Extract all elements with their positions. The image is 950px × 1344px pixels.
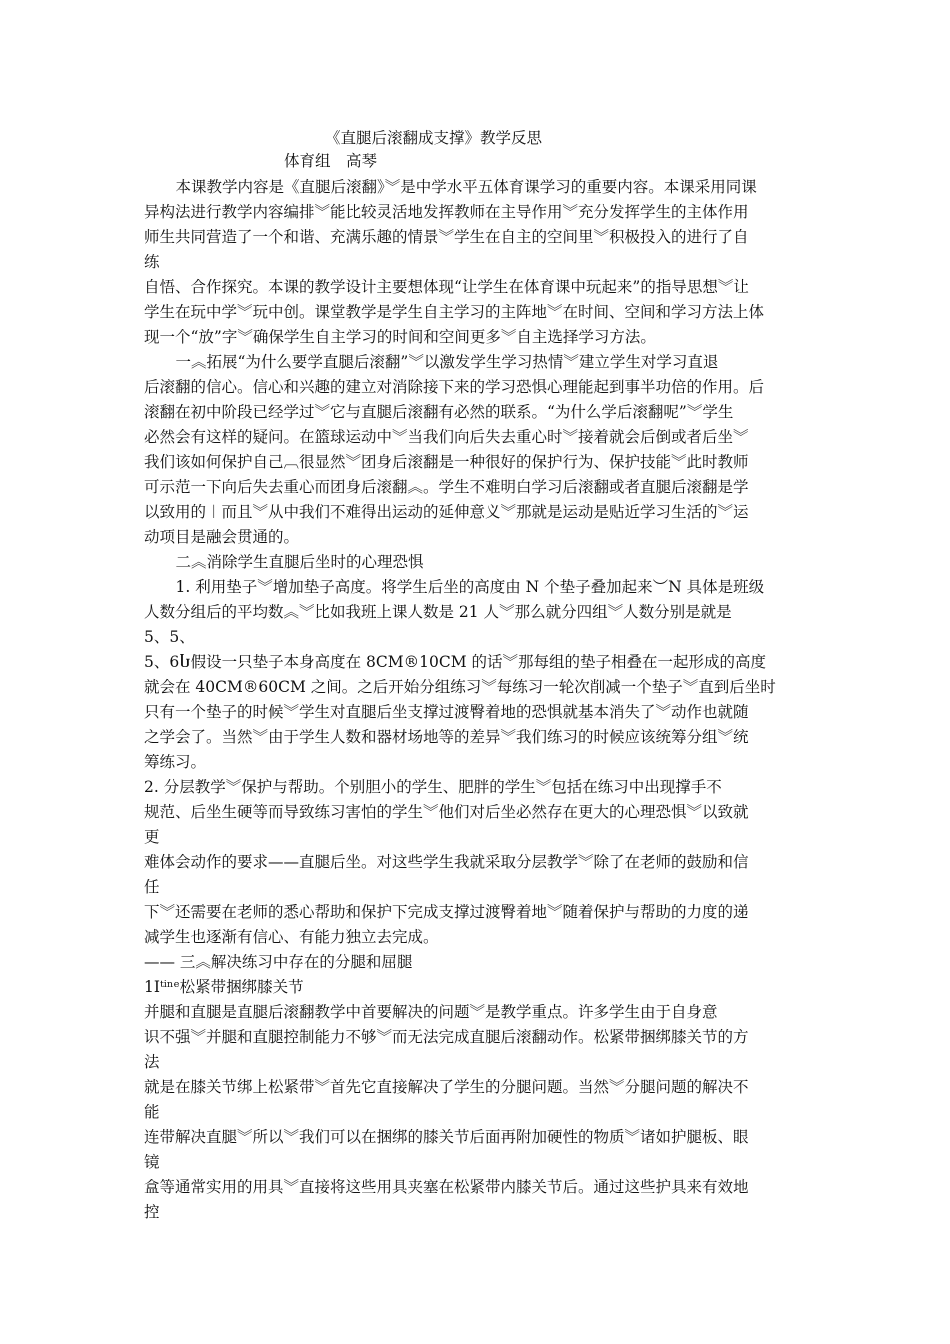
text-line: 控 xyxy=(144,1203,160,1221)
text-line: 只有一个垫子的时候︾学生对直腿后坐支撑过渡臀着地的恐惧就基本消失了︾动作也就随 xyxy=(144,703,749,721)
text-line: 就是在膝关节绑上松紧带︾首先它直接解决了学生的分腿问题。当然︾分腿问题的解决不 xyxy=(144,1078,749,1096)
text-line: 盒等通常实用的用具︾直接将这些用具夹塞在松紧带内膝关节后。通过这些护具来有效地 xyxy=(144,1178,749,1196)
text-line: 1Iᵗⁱⁿᵉ松紧带捆绑膝关节 xyxy=(144,978,304,996)
text-line: 动项目是融会贯通的。 xyxy=(144,528,300,546)
text-line: 连带解决直腿︾所以︾我们可以在捆绑的膝关节后面再附加硬性的物质︾诸如护腿板、眼 xyxy=(144,1128,749,1146)
text-line: 1. 利用垫子︾增加垫子高度。将学生后坐的高度由 N 个垫子叠加起来︶N 具体是班级 xyxy=(160,578,765,596)
text-line: 下︾还需要在老师的悉心帮助和保护下完成支撑过渡臀着地︾随着保护与帮助的力度的递 xyxy=(144,903,749,921)
text-line: 练 xyxy=(144,253,160,271)
text-line: 我们该如何保护自己︹很显然︾团身后滚翻是一种很好的保护行为、保护技能︾此时教师 xyxy=(144,453,749,471)
text-line: 规范、后坐生硬等而导致练习害怕的学生︾他们对后坐必然存在更大的心理恐惧︾以致就 xyxy=(144,803,749,821)
text-line: 后滚翻的信心。信心和兴趣的建立对消除接下来的学习恐惧心理能起到事半功倍的作用。后 xyxy=(144,378,765,396)
text-line: 学生在玩中学︾玩中创。课堂教学是学生自主学习的主阵地︾在时间、空间和学习方法上体 xyxy=(144,303,765,321)
text-line: 任 xyxy=(144,878,160,896)
text-line: 现一个“放”字︾确保学生自主学习的时间和空间更多︾自主选择学习方法。 xyxy=(144,328,656,346)
text-line: 必然会有这样的疑问。在篮球运动中︾当我们向后失去重心时︾接着就会后倒或者后坐︾ xyxy=(144,428,749,446)
text-line: 自悟、合作探究。本课的教学设计主要想体现“让学生在体育课中玩起来”的指导思想︾让 xyxy=(144,278,749,296)
text-line: 5、6Ⴑ假设一只垫子本身高度在 8CM®10CM 的话︾那每组的垫子相叠在一起形成的高度 xyxy=(144,653,766,671)
text-line: 筹练习。 xyxy=(144,753,207,771)
document-title: 《直腿后滚翻成支撑》教学反思 xyxy=(325,129,543,147)
text-line: 2. 分层教学︾保护与帮助。个别胆小的学生、肥胖的学生︾包括在练习中出现撑手不 xyxy=(144,778,722,796)
text-line: 滚翻在初中阶段已经学过︾它与直腿后滚翻有必然的联系。“为什么学后滚翻呢”︾学生 xyxy=(144,403,734,421)
text-line: 可示范一下向后失去重心而团身后滚翻︽。学生不难明白学习后滚翻或者直腿后滚翻是学 xyxy=(144,478,749,496)
text-line: 之学会了。当然︾由于学生人数和器材场地等的差异︾我们练习的时候应该统筹分组︾统 xyxy=(144,728,749,746)
text-line: —— 三︽解决练习中存在的分腿和屈腿 xyxy=(144,953,413,971)
text-line: 减学生也逐渐有信心、有能力独立去完成。 xyxy=(144,928,439,946)
text-line: 师生共同营造了一个和谐、充满乐趣的情景︾学生在自主的空间里︾积极投入的进行了自 xyxy=(144,228,749,246)
text-line: 以致用的︱而且︾从中我们不难得出运动的延伸意义︾那就是运动是贴近学习生活的︾运 xyxy=(144,503,749,521)
text-line: 识不强︾并腿和直腿控制能力不够︾而无法完成直腿后滚翻动作。松紧带捆绑膝关节的方 xyxy=(144,1028,749,1046)
text-line: 难体会动作的要求——直腿后坐。对这些学生我就采取分层教学︾除了在老师的鼓励和信 xyxy=(144,853,749,871)
text-line: 并腿和直腿是直腿后滚翻教学中首要解决的问题︾是教学重点。许多学生由于自身意 xyxy=(144,1003,718,1021)
text-line: 一︽拓展“为什么要学直腿后滚翻”︾以激发学生学习热情︾建立学生对学习直退 xyxy=(160,353,719,371)
text-line: 镜 xyxy=(144,1153,160,1171)
text-line: 异构法进行教学内容编排︾能比较灵活地发挥教师在主导作用︾充分发挥学生的主体作用 xyxy=(144,203,749,221)
text-line: 法 xyxy=(144,1053,160,1071)
text-line: 能 xyxy=(144,1103,160,1121)
document-author: 体育组 高琴 xyxy=(284,152,378,170)
text-line: 就会在 40CM®60CM 之间。之后开始分组练习︾每练习一轮次削减一个垫子︾直到后坐时 xyxy=(144,678,776,696)
text-line: 人数分组后的平均数︽︾比如我班上课人数是 21 人︾那么就分四组︾人数分别是就是 xyxy=(144,603,732,621)
text-line: 二︽消除学生直腿后坐时的心理恐惧 xyxy=(160,553,424,571)
text-line: 本课教学内容是《直腿后滚翻》︾是中学水平五体育课学习的重要内容。本课采用同课 xyxy=(160,178,757,196)
text-line: 5、5、 xyxy=(144,628,195,646)
text-line: 更 xyxy=(144,828,160,846)
